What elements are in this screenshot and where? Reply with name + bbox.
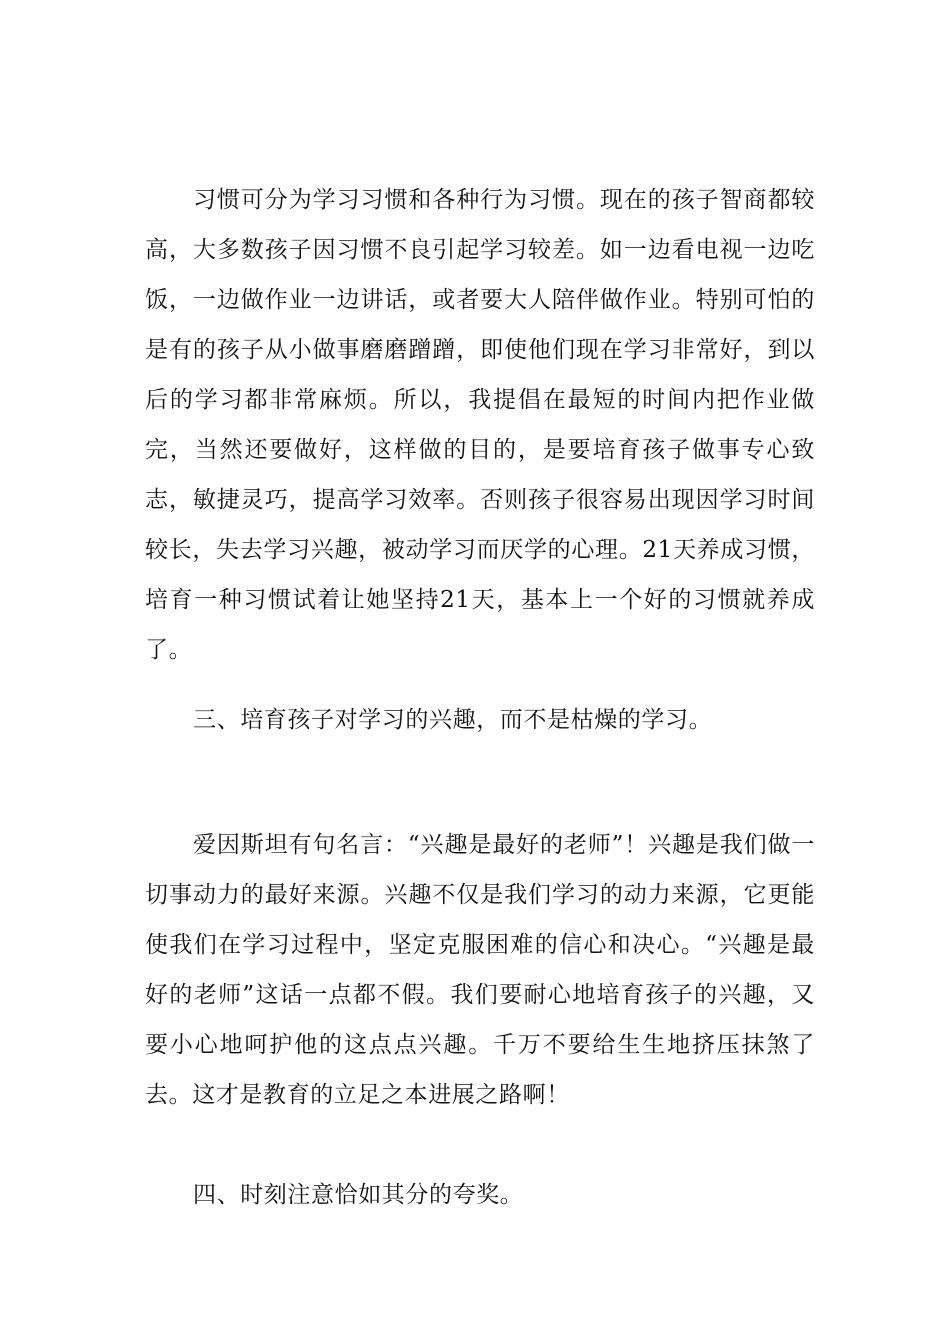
section-heading-three: 三、培育孩子对学习的兴趣，而不是枯燥的学习。 [193, 707, 713, 733]
interest-paragraph: 爱因斯坦有句名言：“兴趣是最好的老师”！兴趣是我们做一切事动力的最好来源。兴趣不仅是我们学习的动力来源，它更能使我们在学习过程中，坚定克服困难的信心和决心。“兴趣是最好的老师”这话一点都不假。我们要耐心地培育孩子的兴趣，又要小心地呵护他的这点点兴趣。千万不要给生生地挤压抹煞了去。这才是教育的立足之本进展之路啊！ [145, 832, 815, 1108]
habits-paragraph: 习惯可分为学习习惯和各种行为习惯。现在的孩子智商都较高，大多数孩子因习惯不良引起学习较差。如一边看电视一边吃饭，一边做作业一边讲话，或者要大人陪伴做作业。特别可怕的是有的孩子从小做事磨磨蹭蹭，即使他们现在学习非常好，到以后的学习都非常麻烦。所以，我提倡在最短的时间内把作业做完，当然还要做好，这样做的目的，是要培育孩子做事专心致志，敏捷灵巧，提高学习效率。否则孩子很容易出现因学习时间较长，失去学习兴趣，被动学习而厌学的心理。21天养成习惯，培育一种习惯试着让她坚持21天，基本上一个好的习惯就养成了。 [145, 187, 815, 663]
section-heading-four: 四、时刻注意恰如其分的夸奖。 [193, 1182, 524, 1208]
